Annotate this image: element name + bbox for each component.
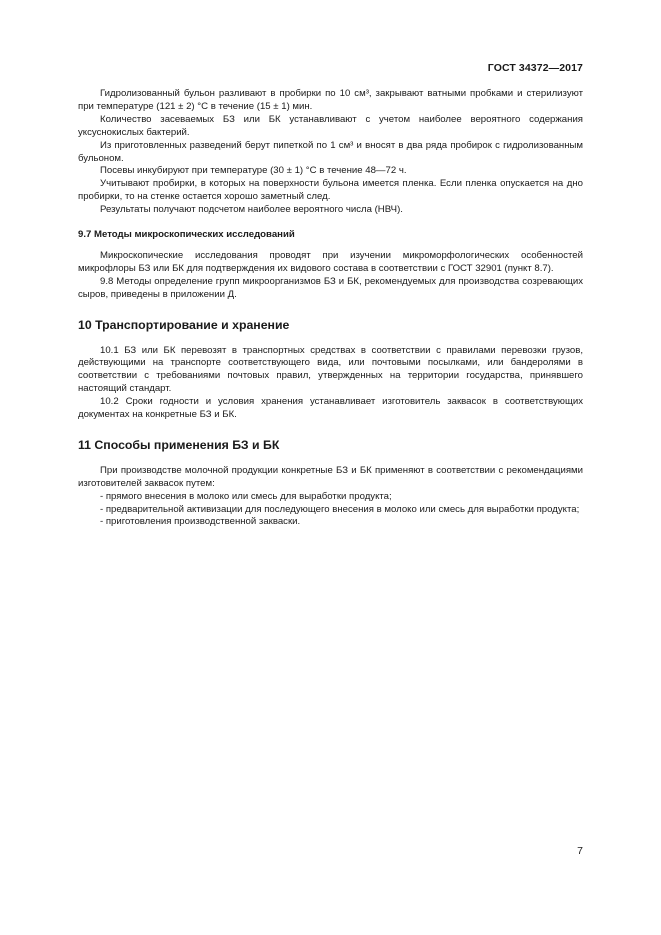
section-heading-10: 10 Транспортирование и хранение xyxy=(78,317,290,332)
section-heading-11: 11 Способы применения БЗ и БК xyxy=(78,437,280,452)
paragraph: 10.1 БЗ или БК перевозят в транспортных средствах в соответствии с правилами перевозки грузов, действующими на транспорте соответствующего вида, или почтовыми посылками, или бандеролями в соответствии с требованиями почтовых правил, утвержденных на территории государства, принявшего настоящий стандарт. xyxy=(78,344,583,395)
list-item: - прямого внесения в молоко или смесь для выработки продукта; xyxy=(100,490,392,502)
paragraph: Результаты получают подсчетом наиболее вероятного числа (НВЧ). xyxy=(100,204,403,216)
paragraph: 10.2 Сроки годности и условия хранения устанавливает изготовитель заквасок в соответствующих документах на конкретные БЗ и БК. xyxy=(78,396,583,421)
document-code: ГОСТ 34372—2017 xyxy=(487,62,583,74)
page-number: 7 xyxy=(577,845,583,857)
paragraph: При производстве молочной продукции конкретные БЗ и БК применяют в соответствии с рекомендациями изготовителей заквасок путем: xyxy=(78,464,583,489)
paragraph: Посевы инкубируют при температуре (30 ± 1) °С в течение 48—72 ч. xyxy=(100,165,407,177)
paragraph: Микроскопические исследования проводят при изучении микроморфологических особенностей микрофлоры БЗ или БК для подтверждения их видового состава в соответствии с ГОСТ 32901 (пункт 8.7). xyxy=(78,249,583,274)
list-item: - приготовления производственной закваски. xyxy=(100,516,301,528)
paragraph: Учитывают пробирки, в которых на поверхности бульона имеется пленка. Если пленка опускается на дно пробирки, то на стенке остается хорошо заметный след. xyxy=(78,178,583,203)
paragraph: 9.8 Методы определение групп микроорганизмов БЗ и БК, рекомендуемых для производства созревающих сыров, приведены в приложении Д. xyxy=(78,275,583,300)
paragraph: Количество засеваемых БЗ или БК устанавливают с учетом наиболее вероятного содержания уксуснокислых бактерий. xyxy=(78,113,583,138)
paragraph: Гидролизованный бульон разливают в пробирки по 10 см³, закрывают ватными пробками и стерилизуют при температуре (121 ± 2) °С в течение (15 ± 1) мин. xyxy=(78,88,583,112)
page-body xyxy=(78,88,583,529)
paragraph: Из приготовленных разведений берут пипеткой по 1 см³ и вносят в два ряда пробирок с гидролизованным бульоном. xyxy=(78,139,583,164)
section-heading-9-7: 9.7 Методы микроскопических исследований xyxy=(78,229,295,241)
list-item: - предварительной активизации для последующего внесения в молоко или смесь для выработки продукта; xyxy=(100,503,580,515)
